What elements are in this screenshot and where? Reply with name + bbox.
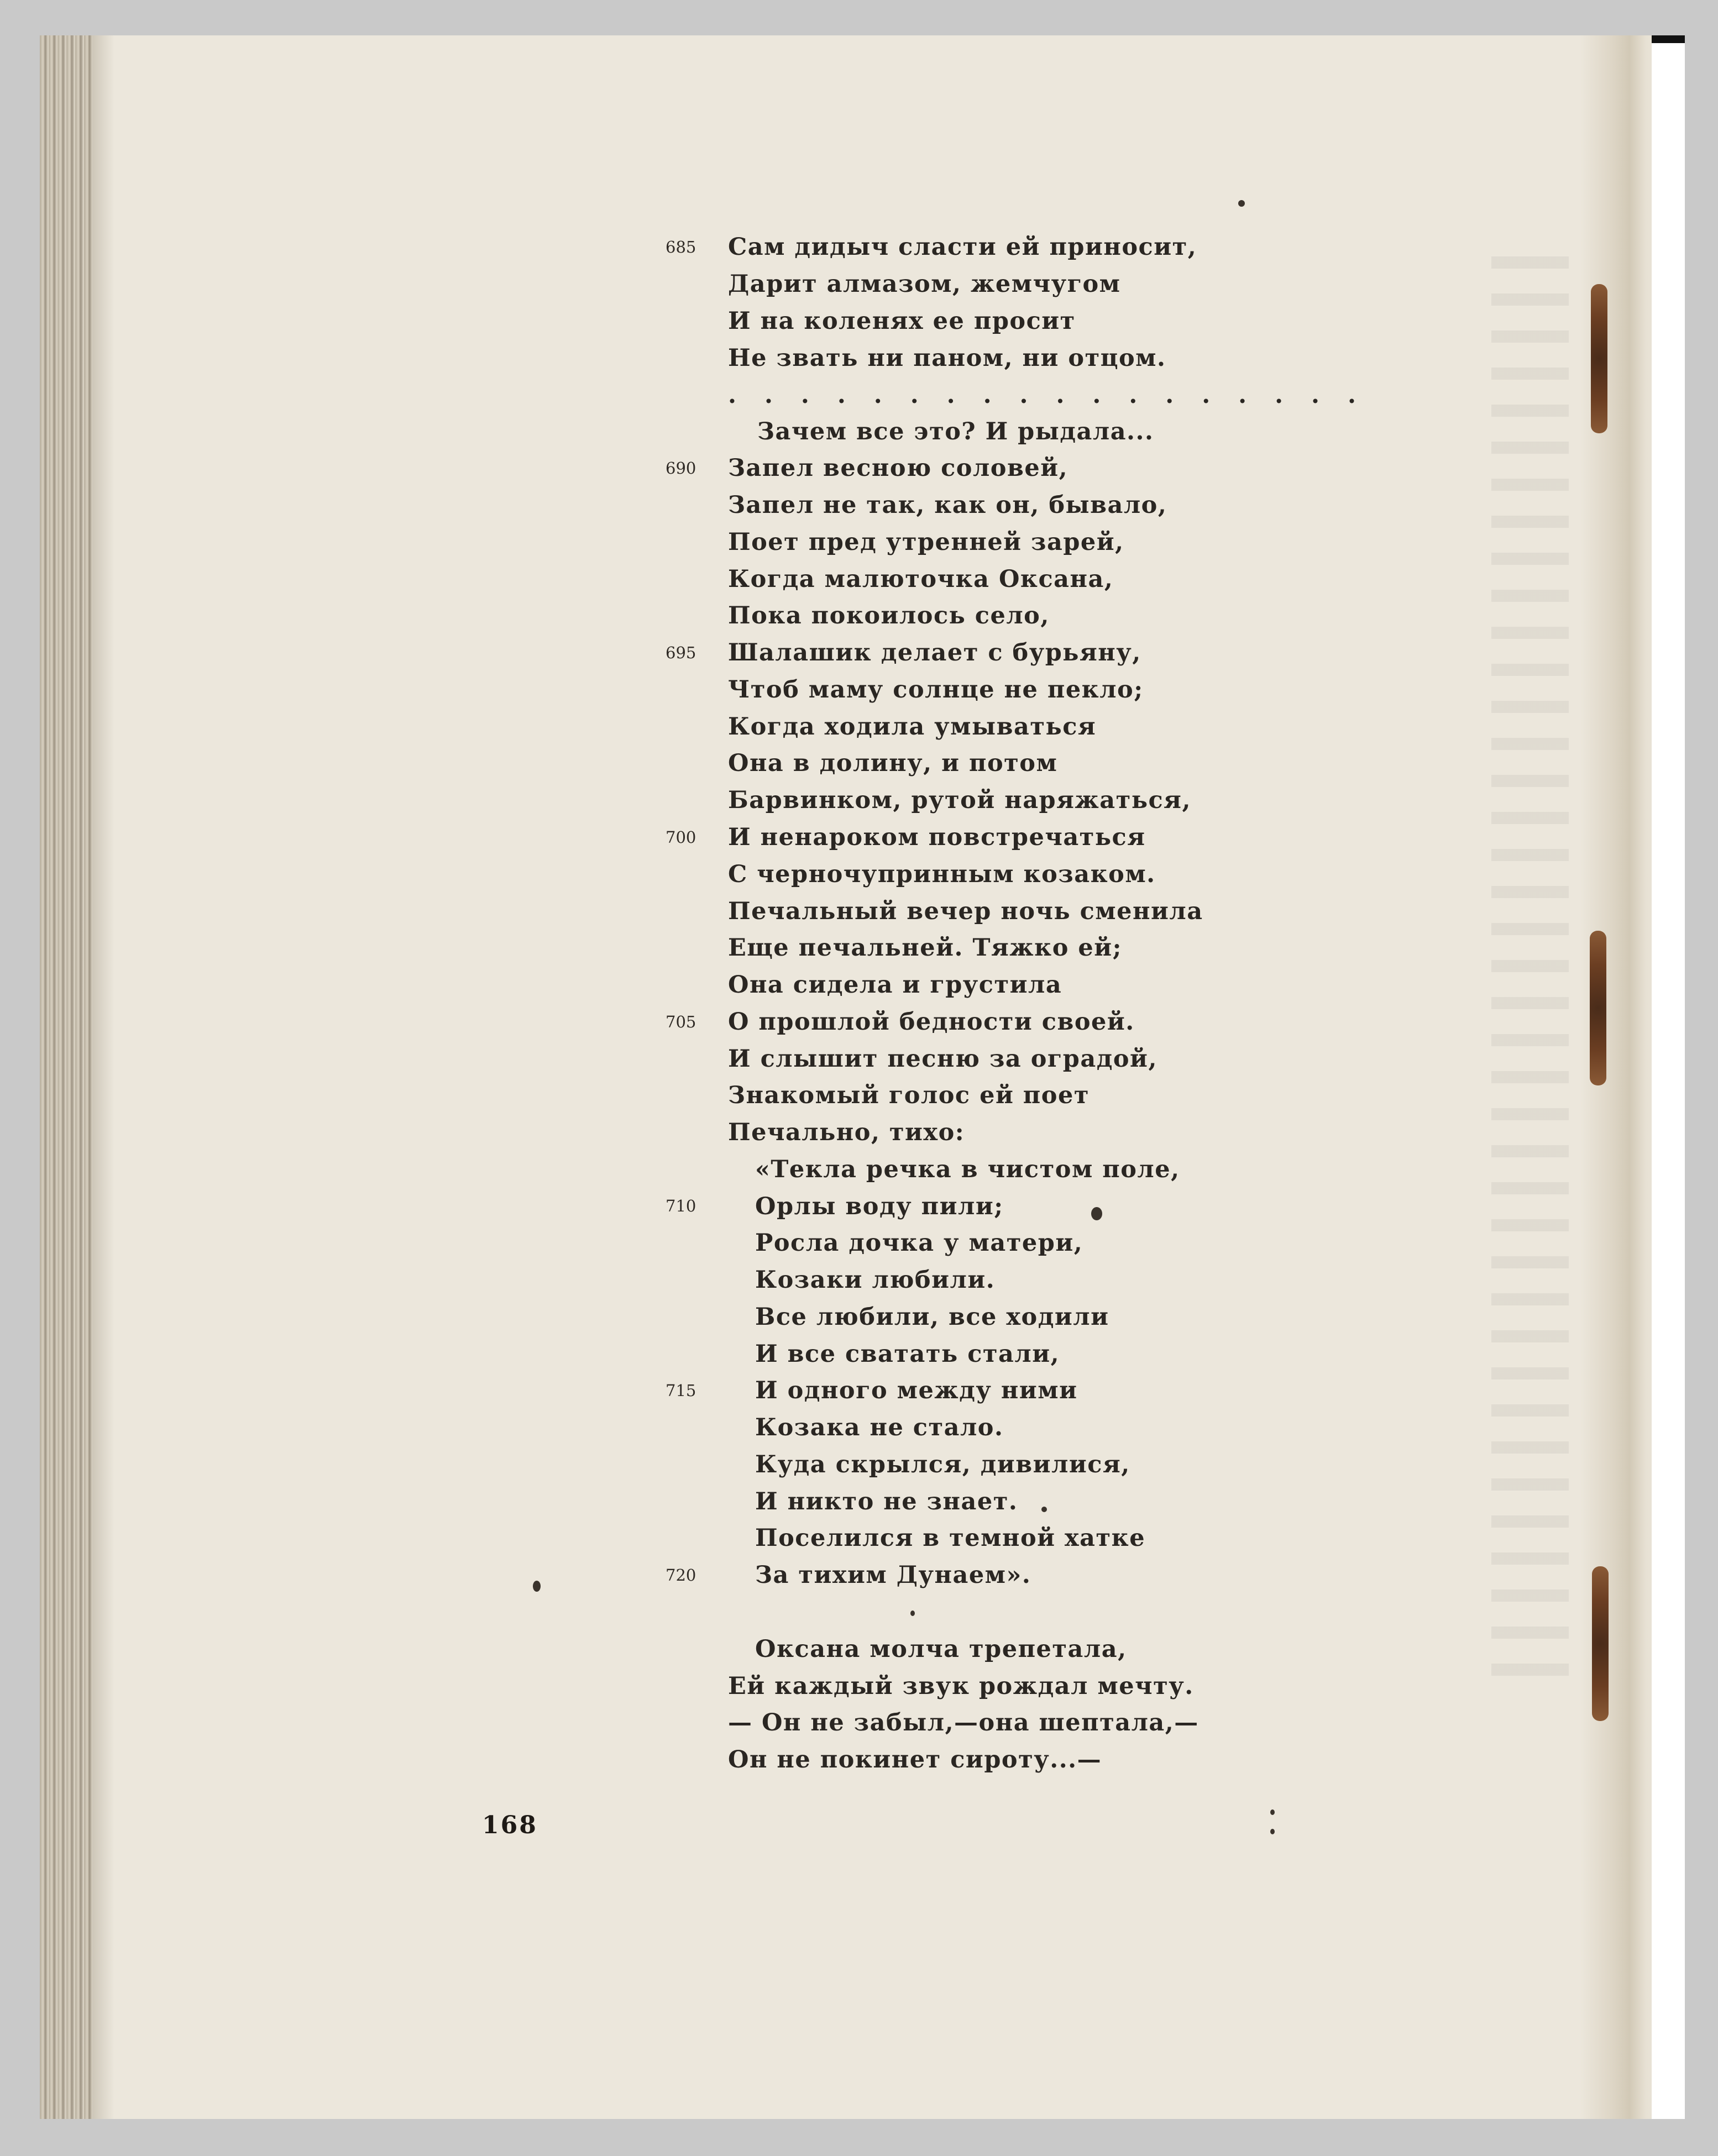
verse-line: Барвинком, рутой наряжаться, <box>728 786 1191 814</box>
ink-speck <box>1270 1829 1275 1834</box>
verse-line: И ненароком повстречаться <box>728 823 1146 851</box>
verse-line: Росла дочка у матери, <box>755 1229 1083 1257</box>
ink-speck <box>1270 1809 1275 1815</box>
ink-speck <box>1091 1207 1102 1220</box>
verse-line: Все любили, все ходили <box>755 1303 1109 1331</box>
verse-line: Поселился в темной хатке <box>755 1524 1146 1552</box>
verse-line: Запел весною соловей, <box>728 454 1068 482</box>
verse-line: Она в долину, и потом <box>728 749 1058 777</box>
verse-line: Пока покоилось село, <box>728 602 1050 630</box>
line-number: 685 <box>666 238 696 256</box>
ink-speck <box>910 1611 915 1616</box>
line-number: 695 <box>666 643 696 662</box>
verse-line: Не звать ни паном, ни отцом. <box>728 344 1166 372</box>
verse-line: Козаки любили. <box>755 1266 996 1294</box>
verse-line: За тихим Дунаем». <box>755 1561 1031 1589</box>
line-number: 690 <box>666 459 696 478</box>
line-number: 700 <box>666 828 696 847</box>
verse-line: Оксана молча трепетала, <box>755 1635 1127 1663</box>
book-binding-edge <box>40 35 92 2119</box>
rust-stain-bottom <box>1592 1566 1609 1721</box>
verse-line: Поет пред утренней зарей, <box>728 528 1124 556</box>
verse-line: Еще печальней. Тяжко ей; <box>728 934 1122 962</box>
ink-speck <box>1041 1507 1047 1512</box>
rust-stain-middle <box>1590 931 1606 1085</box>
verse-line: О прошлой бедности своей. <box>728 1008 1135 1036</box>
ink-speck <box>1238 200 1245 207</box>
verse-line: Знакомый голос ей поет <box>728 1082 1090 1109</box>
verse-line: Когда ходила умываться <box>728 713 1097 741</box>
verse-line: Ей каждый звук рождал мечту. <box>728 1672 1194 1700</box>
verse-line: Сам дидыч сласти ей приносит, <box>728 233 1197 261</box>
verse-line: Дарит алмазом, жемчугом <box>728 270 1121 298</box>
line-number: 715 <box>666 1381 696 1400</box>
verse-line: Печальный вечер ночь сменила <box>728 898 1203 925</box>
verse-line: «Текла речка в чистом поле, <box>755 1156 1180 1183</box>
verse-line: И на коленях ее просит <box>728 307 1076 335</box>
adjacent-page-edge <box>1652 35 1685 2119</box>
verse-line: И слышит песню за оградой, <box>728 1045 1157 1073</box>
verse-line: С черночупринным козаком. <box>728 861 1156 888</box>
verse-line: И никто не знает. <box>755 1488 1018 1515</box>
verse-line: Чтоб маму солнце не пекло; <box>728 676 1144 704</box>
show-through-text <box>1491 256 1569 1693</box>
line-number: 705 <box>666 1013 696 1031</box>
verse-line: Шалашик делает с бурьяну, <box>728 639 1141 667</box>
verse-line: Зачем все это? И рыдала... <box>757 418 1154 445</box>
line-number: 720 <box>666 1566 696 1585</box>
verse-line: И все сватать стали, <box>755 1340 1060 1368</box>
verse-line: Козака не стало. <box>755 1414 1004 1441</box>
verse-line: — Он не забыл,—она шептала,— <box>728 1709 1199 1737</box>
verse-line: Запел не так, как он, бывало, <box>728 491 1167 519</box>
verse-line: Он не покинет сироту...— <box>728 1746 1102 1774</box>
ink-speck <box>533 1581 541 1592</box>
line-number: 710 <box>666 1197 696 1215</box>
verse-line: Куда скрылся, дивилися, <box>755 1451 1130 1478</box>
book-page <box>40 35 1685 2119</box>
verse-line: Орлы воду пили; <box>755 1193 1004 1220</box>
page-number: 168 <box>482 1811 538 1839</box>
verse-line: И одного между ними <box>755 1377 1078 1404</box>
rust-stain-top <box>1591 284 1607 433</box>
verse-line: Печально, тихо: <box>728 1119 965 1146</box>
verse-line: Она сидела и грустила <box>728 971 1062 999</box>
ellipsis-row: . . . . . . . . . . . . . . . . . . <box>728 381 1366 409</box>
verse-line: Когда малюточка Оксана, <box>728 565 1114 593</box>
